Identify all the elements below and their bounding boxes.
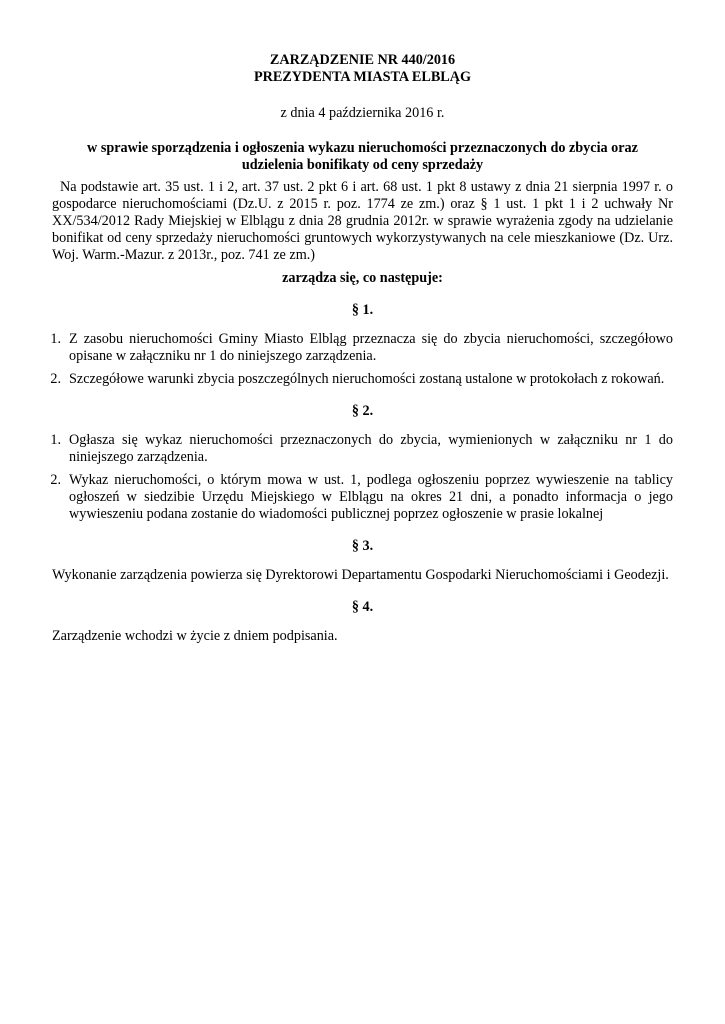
- section-3-text: Wykonanie zarządzenia powierza się Dyrektorowi Departamentu Gospodarki Nieruchomościami i Geodezji.: [52, 567, 669, 583]
- section-4-heading: § 4.: [351, 599, 374, 615]
- document-title-line2: PREZYDENTA MIASTA ELBLĄG: [253, 69, 472, 85]
- list-item: [52, 331, 673, 365]
- section-1-heading: § 1.: [351, 302, 374, 318]
- list-item: [52, 371, 673, 388]
- section-4-text: Zarządzenie wchodzi w życie z dniem podpisania.: [52, 628, 338, 644]
- legal-basis: Na podstawie art. 35 ust. 1 i 2, art. 37 ust. 2 pkt 6 i art. 68 ust. 1 pkt 8 ustawy z dnia 21 sierpnia 1997 r. o gospodarce nieruchomościami (Dz.U. z 2015 r. poz. 1774 ze zm.) oraz § 1 ust. 1 pkt 1 i 2 uchwały Nr XX/534/2012 Rady Miejskiej w Elblągu z dnia 28 grudnia 2012r. w sprawie wyrażenia zgody na udzielanie bonifikat od ceny sprzedaży nieruchomości gruntowych wykorzystywanych na cele mieszkaniowe (Dz. Urz. Woj. Warm.-Mazur. z 2013r., poz. 741 ze zm.): [52, 179, 673, 263]
- item-number: 2.: [50, 371, 61, 387]
- list-item: [52, 472, 673, 523]
- document-date: z dnia 4 października 2016 r.: [280, 105, 445, 121]
- item-text: Szczegółowe warunki zbycia poszczególnych nieruchomości zostaną ustalone w protokołach z rokowań.: [69, 371, 665, 387]
- list-item: [52, 432, 673, 466]
- section-3-heading: § 3.: [351, 538, 374, 554]
- section-2-heading: § 2.: [351, 403, 374, 419]
- item-text: Z zasobu nieruchomości Gminy Miasto Elbląg przeznacza się do zbycia nieruchomości, szczegółowo opisane w załączniku nr 1 do niniejszego zarządzenia.: [69, 331, 673, 364]
- section-1-list: [52, 331, 673, 388]
- item-number: 1.: [50, 331, 61, 347]
- subject-line2: udzielenia bonifikaty od ceny sprzedaży: [241, 157, 484, 173]
- section-2-list: [52, 432, 673, 523]
- document-subject: [52, 140, 673, 174]
- item-number: 2.: [50, 472, 61, 488]
- subject-line1: w sprawie sporządzenia i ogłoszenia wykazu nieruchomości przeznaczonych do zbycia oraz: [87, 140, 638, 156]
- item-text: Wykaz nieruchomości, o którym mowa w ust. 1, podlega ogłoszeniu poprzez wywieszenie na tablicy ogłoszeń w siedzibie Urzędu Miejskiego w Elblągu na okres 21 dni, a ponadto informacja o jego wywieszeniu podana zostanie do wiadomości publicznej poprzez ogłoszenie w prasie lokalnej: [69, 472, 673, 522]
- document-title-line1: ZARZĄDZENIE NR 440/2016: [269, 52, 456, 68]
- decree-statement: zarządza się, co następuje:: [282, 270, 443, 286]
- item-text: Ogłasza się wykaz nieruchomości przeznaczonych do zbycia, wymienionych w załączniku nr 1 do niniejszego zarządzenia.: [69, 432, 673, 465]
- item-number: 1.: [50, 432, 61, 448]
